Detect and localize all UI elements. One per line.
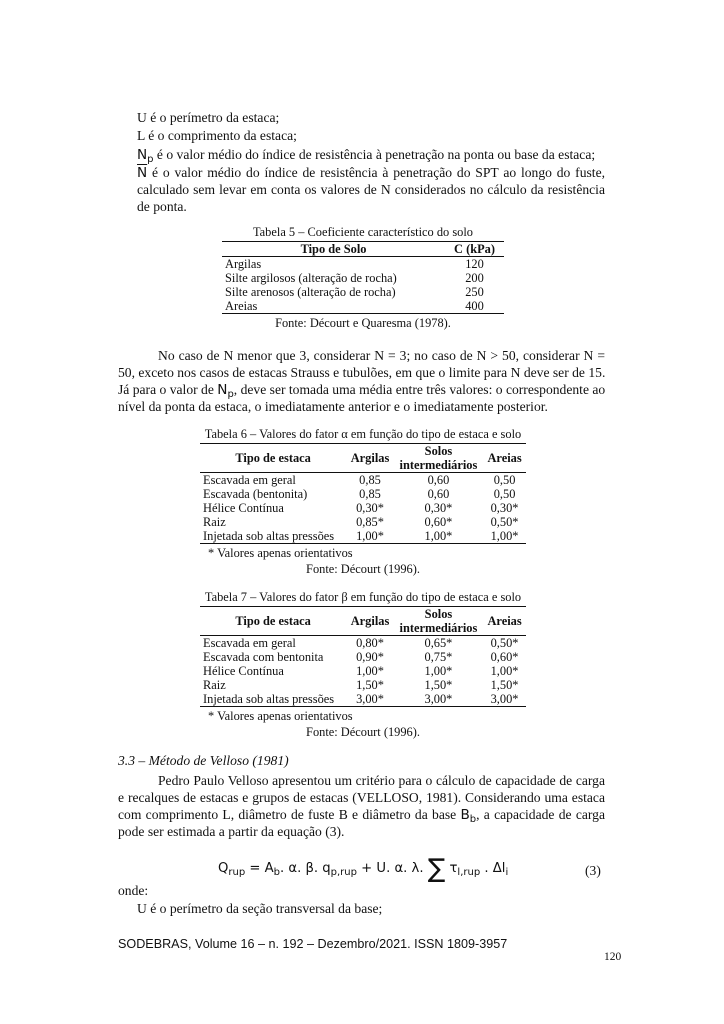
table-cell: 3,00* xyxy=(356,692,384,706)
header-solos-line2: intermediários xyxy=(399,621,478,635)
table-cell: Hélice Contínua xyxy=(203,664,284,678)
section-line3-post: , a capacidade de carga xyxy=(476,807,605,822)
table-cell: 0,60 xyxy=(427,473,450,487)
table-cell: Injetada sob altas pressões xyxy=(203,692,335,706)
eq-part-c: + U. α. λ. xyxy=(356,861,424,876)
table-cell: 250 xyxy=(465,285,484,299)
table6-caption: Tabela 6 – Valores do fator α em função do tipo de estaca e solo xyxy=(204,427,522,441)
table-cell: 0,65* xyxy=(424,636,453,650)
table-cell: 3,00* xyxy=(424,692,453,706)
table7-note: * Valores apenas orientativos xyxy=(208,709,353,723)
table-row xyxy=(200,664,526,678)
table-cell: 200 xyxy=(465,271,484,285)
def-u: U é o perímetro da estaca; xyxy=(137,110,280,125)
eq-part-b: . α. β. q xyxy=(280,861,331,876)
table-row xyxy=(222,271,504,285)
table-cell: 0,75* xyxy=(424,650,453,664)
table6 xyxy=(200,443,526,544)
para1-line2: 50, exceto nos casos de estacas Strauss e tubulões, em que o limite para N deve ser de 15. xyxy=(118,365,606,380)
table5-header-soil: Tipo de Solo xyxy=(300,242,367,256)
table-cell: 0,85* xyxy=(356,515,384,529)
table-cell: 0,30* xyxy=(356,501,384,515)
table-row xyxy=(200,473,526,488)
table5-caption: Tabela 5 – Coeficiente característico do solo xyxy=(252,225,473,239)
eq-qp-sub: p,rup xyxy=(330,867,357,878)
para1-line3-pre: Já para o valor de xyxy=(118,382,218,397)
table-cell: 0,50* xyxy=(490,515,519,529)
table7-caption: Tabela 7 – Valores do fator β em função do tipo de estaca e solo xyxy=(204,590,522,604)
table-cell: 0,30* xyxy=(424,501,453,515)
page-number: 120 xyxy=(604,951,622,963)
table-row xyxy=(200,529,526,544)
table-cell: Escavada com bentonita xyxy=(203,650,324,664)
table6-header-argilas: Argilas xyxy=(350,451,390,465)
section-line2: e recalques de estacas e grupos de estacas (VELLOSO, 1981). Considerando uma estaca xyxy=(118,790,605,805)
footer-journal: SODEBRAS, Volume 16 – n. 192 – Dezembro/2021. ISSN 1809-3957 xyxy=(118,937,508,951)
table-row xyxy=(200,487,526,501)
def-l: L é o comprimento da estaca; xyxy=(137,128,297,143)
table-cell: Raiz xyxy=(203,515,226,529)
header-solos-line1: Solos xyxy=(424,444,453,458)
onde-label: onde: xyxy=(118,883,149,898)
table-cell: 0,90* xyxy=(356,650,384,664)
section-line1: Pedro Paulo Velloso apresentou um critério para o cálculo de capacidade de carga xyxy=(158,773,605,788)
table-cell: Raiz xyxy=(203,678,226,692)
table-cell: 1,00* xyxy=(490,529,519,543)
table-cell: Silte arenosos (alteração de rocha) xyxy=(225,285,396,299)
eq-a-sub: b xyxy=(273,867,281,878)
table-cell: 120 xyxy=(465,257,484,271)
table-row xyxy=(200,650,526,664)
table-row xyxy=(222,299,504,314)
table-cell: 0,60* xyxy=(424,515,453,529)
table6-source: Fonte: Décourt (1996). xyxy=(306,562,420,576)
table5 xyxy=(222,241,504,314)
table-cell: 1,50* xyxy=(424,678,453,692)
nbar-symbol: $\overline{N}$ xyxy=(137,165,148,181)
table-row xyxy=(222,285,504,299)
eq-q: Q xyxy=(218,861,229,876)
table-cell: 0,50* xyxy=(490,636,519,650)
table7-source: Fonte: Décourt (1996). xyxy=(306,725,420,739)
equation-3 xyxy=(218,854,509,884)
table-cell: 1,00* xyxy=(490,664,519,678)
eq-tau-sub: l,rup xyxy=(457,867,481,878)
para1-line4: nível da ponta da estaca, o imediatamente anterior e o imediatamente posterior. xyxy=(118,399,548,414)
eq-q-sub: rup xyxy=(228,867,246,878)
eq-part-d: . Δl xyxy=(480,861,506,876)
table-cell: 0,60* xyxy=(490,650,519,664)
table-cell: 3,00* xyxy=(490,692,519,706)
table-cell: Escavada em geral xyxy=(203,473,296,487)
def-u-base: U é o perímetro da seção transversal da base; xyxy=(137,901,383,916)
table6-header-solos xyxy=(394,444,483,473)
section-line3-pre: com comprimento L, diâmetro de fuste B e diâmetro da base xyxy=(118,807,461,822)
table6-header-areias: Areias xyxy=(487,451,522,465)
def-nbar-line3: de ponta. xyxy=(137,199,187,214)
table-row xyxy=(200,678,526,692)
table7-header-areias: Areias xyxy=(487,614,522,628)
table-row xyxy=(200,692,526,707)
table-cell: 0,50 xyxy=(493,473,516,487)
table-cell: 1,00* xyxy=(356,664,384,678)
table-cell: 0,85 xyxy=(359,487,381,501)
eq-tau: τ xyxy=(449,861,458,876)
table-cell: 0,50 xyxy=(493,487,516,501)
table-cell: Argilas xyxy=(225,257,262,271)
np-subscript: p xyxy=(227,389,234,400)
table-row xyxy=(200,515,526,529)
def-nbar-line2: calculado sem levar em conta os valores de N considerados no cálculo da resistência xyxy=(137,182,605,197)
table7-header-argilas: Argilas xyxy=(350,614,390,628)
table-cell: Hélice Contínua xyxy=(203,501,284,515)
table-cell: Injetada sob altas pressões xyxy=(203,529,335,543)
np-symbol: N xyxy=(217,382,228,398)
para1-line3-post: , deve ser tomada uma média entre três valores: o correspondente ao xyxy=(233,382,606,397)
summation-icon: ∑ xyxy=(427,854,446,884)
table-row xyxy=(222,257,504,272)
table-cell: 1,50* xyxy=(356,678,384,692)
table-cell: 0,30* xyxy=(490,501,519,515)
table-cell: 1,00* xyxy=(424,664,453,678)
table-cell: 1,00* xyxy=(356,529,384,543)
table-cell: 1,50* xyxy=(490,678,519,692)
table-cell: 1,00* xyxy=(424,529,453,543)
eq-part-a: = A xyxy=(245,861,274,876)
table-cell: Silte argilosos (alteração de rocha) xyxy=(225,271,397,285)
section-line4: pode ser estimada a partir da equação (3). xyxy=(118,824,345,839)
header-solos-line1: Solos xyxy=(424,607,453,621)
bb-subscript: b xyxy=(469,814,477,825)
table6-header-type: Tipo de estaca xyxy=(235,451,311,465)
table-row xyxy=(200,636,526,651)
eq-dl-sub: i xyxy=(505,867,509,878)
table-cell: 400 xyxy=(465,299,484,313)
np-text: é o valor médio do índice de resistência à penetração na ponta ou base da estaca; xyxy=(153,147,596,162)
table-cell: 0,60 xyxy=(427,487,450,501)
bb-symbol: B xyxy=(460,807,470,823)
nbar-text: é o valor médio do índice de resistência à penetração do SPT ao longo do fuste, xyxy=(147,165,605,180)
table6-note: * Valores apenas orientativos xyxy=(208,546,353,560)
table5-header-c: C (kPa) xyxy=(454,242,496,256)
section-heading: 3.3 – Método de Velloso (1981) xyxy=(118,753,289,768)
table-cell: 0,85 xyxy=(359,473,381,487)
table-cell: Areias xyxy=(225,299,258,313)
table-cell: Escavada em geral xyxy=(203,636,296,650)
table5-source: Fonte: Décourt e Quaresma (1978). xyxy=(275,316,451,330)
table7 xyxy=(200,606,526,707)
def-nbar-line1 xyxy=(137,164,605,182)
table-row xyxy=(200,501,526,515)
header-solos-line2: intermediários xyxy=(399,458,478,472)
np-symbol: N xyxy=(137,147,148,163)
table7-header-type: Tipo de estaca xyxy=(235,614,311,628)
table7-header-solos xyxy=(394,607,483,636)
para1-line1: No caso de N menor que 3, considerar N = 3; no caso de N > 50, considerar N = xyxy=(158,348,605,363)
table-cell: Escavada (bentonita) xyxy=(203,487,308,501)
equation-number: (3) xyxy=(585,863,601,878)
np-subscript: p xyxy=(147,154,154,165)
table-cell: 0,80* xyxy=(356,636,384,650)
